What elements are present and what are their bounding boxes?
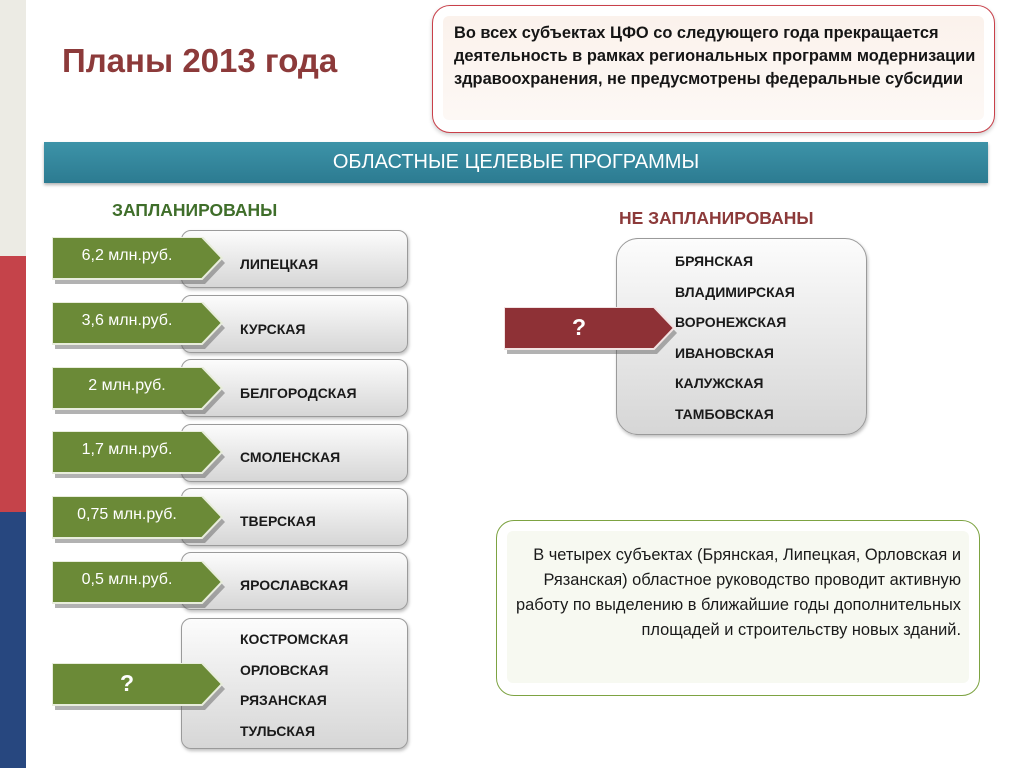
not-planned-heading: НЕ ЗАПЛАНИРОВАНЫ: [619, 208, 814, 228]
note-box: [432, 5, 995, 133]
slide-title: Планы 2013 года: [62, 42, 338, 79]
amount-tag: [52, 367, 228, 415]
flag-stripe-blue: [0, 512, 26, 768]
unknown-amount-tag: [52, 663, 220, 711]
region-name: ОРЛОВСКАЯ: [240, 661, 329, 678]
flag-stripe-red: [0, 256, 26, 512]
amount-label: 1,7 млн.руб.: [81, 441, 173, 458]
region-name: ИВАНОВСКАЯ: [675, 344, 774, 361]
region-name: КОСТРОМСКАЯ: [240, 631, 349, 647]
region-name: КАЛУЖСКАЯ: [675, 375, 764, 391]
region-name: ТУЛЬСКАЯ: [240, 722, 316, 739]
region-name: ВЛАДИМИРСКАЯ: [675, 283, 795, 300]
question-mark: ?: [571, 314, 587, 340]
amount-label: 2 млн.руб.: [88, 377, 166, 394]
region-name: ТВЕРСКАЯ: [240, 513, 316, 529]
section-banner: ОБЛАСТНЫЕ ЦЕЛЕВЫЕ ПРОГРАММЫ: [44, 142, 988, 183]
amount-tag: [52, 561, 228, 609]
amount-tag: [52, 496, 228, 544]
region-name: БРЯНСКАЯ: [675, 253, 754, 269]
region-name: ЯРОСЛАВСКАЯ: [240, 577, 349, 593]
info-box: [496, 520, 980, 696]
info-text: В четырех субъектах (Брянская, Липецкая, Орловская и Рязанская) областное руководство проводит активную работу по выделению в ближайшие годы дополнительных площадей и строительству новых зданий.: [516, 546, 961, 639]
planned-heading: ЗАПЛАНИРОВАНЫ: [112, 200, 278, 220]
amount-tag: [52, 237, 228, 285]
not-planned-tag: [504, 307, 672, 355]
region-name: ВОРОНЕЖСКАЯ: [675, 314, 787, 330]
amount-label: 6,2 млн.руб.: [81, 247, 173, 264]
region-name: БЕЛГОРОДСКАЯ: [240, 385, 357, 401]
unknown-regions-list: [240, 624, 348, 746]
region-name: КУРСКАЯ: [240, 321, 306, 337]
region-name: ТАМБОВСКАЯ: [675, 405, 774, 422]
region-name: ЛИПЕЦКАЯ: [240, 256, 319, 272]
not-planned-regions-list: [675, 246, 795, 429]
amount-label: 3,6 млн.руб.: [81, 312, 173, 329]
amount-label: 0,5 млн.руб.: [81, 571, 173, 588]
note-text: Во всех субъектах ЦФО со следующего года прекращается деятельность в рамках региональных программ модернизации здравоохранения, не предусмотрены федеральные субсидии: [454, 24, 976, 88]
amount-tag: [52, 302, 228, 350]
amount-label: 0,75 млн.руб.: [77, 506, 177, 523]
region-name: РЯЗАНСКАЯ: [240, 692, 327, 708]
flag-stripe-white: [0, 0, 26, 256]
amount-tag: [52, 431, 228, 479]
region-name: СМОЛЕНСКАЯ: [240, 449, 341, 465]
question-mark: ?: [119, 670, 135, 696]
